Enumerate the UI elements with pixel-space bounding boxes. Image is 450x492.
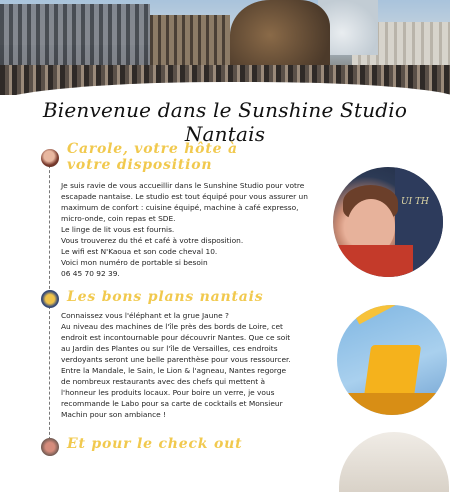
- page-title: Bienvenue dans le Sunshine Studio Nantais: [42, 98, 408, 146]
- text-line: micro-onde, coin repas et SDE.: [61, 214, 176, 223]
- heading-line: Carole, votre hôte à: [67, 141, 238, 157]
- crane-base: [337, 393, 447, 415]
- text-line: Le linge de lit vous est fournis.: [61, 225, 175, 234]
- hero-photo: [0, 0, 450, 95]
- crane-icon: [41, 290, 59, 308]
- section-heading-tips: [67, 289, 263, 305]
- yellow-crane-photo: [337, 305, 447, 415]
- photo-shirt: [333, 245, 413, 277]
- text-line: recommande le Labo pour sa carte de cocktails et Monsieur: [61, 399, 283, 408]
- host-photo: [333, 167, 443, 277]
- text-line: maximum de confort : cuisine équipé, machine à café expresso,: [61, 203, 299, 212]
- text-line: Je suis ravie de vous accueillir dans le Sunshine Studio pour votre: [61, 181, 305, 190]
- heading-line: votre disposition: [67, 157, 213, 173]
- section-heading-host: [67, 141, 267, 173]
- text-line: Entre la Mandale, le Sain, le Lion & l'agneau, Nantes regorge: [61, 366, 287, 375]
- checkout-photo: [339, 432, 449, 492]
- checkout-icon: [41, 438, 59, 456]
- text-line: escapade nantaise. Le studio est tout équipé pour vous assurer un: [61, 192, 308, 201]
- host-paragraph: [61, 180, 336, 279]
- tips-paragraph: [61, 310, 346, 420]
- text-line: Connaissez vous l'éléphant et la grue Jaune ?: [61, 311, 229, 320]
- wall-text: UI TH: [401, 197, 429, 207]
- crane-arm: [355, 305, 444, 324]
- text-line: de nombreux restaurants avec des chefs qui mettent à: [61, 377, 265, 386]
- text-line: 06 45 70 92 39.: [61, 269, 120, 278]
- text-line: Vous trouverez du thé et café à votre disposition.: [61, 236, 244, 245]
- text-line: endroit est incontournable pour découvrir Nantes. Que ce soit: [61, 333, 291, 342]
- carousel-structure: [0, 4, 150, 74]
- host-avatar-icon: [41, 149, 59, 167]
- text-line: l'honneur les produits locaux. Pour boire un verre, je vous: [61, 388, 275, 397]
- heading-line: Et pour le check out: [67, 436, 243, 452]
- text-line: Au niveau des machines de l'île près des bords de Loire, cet: [61, 322, 283, 331]
- text-line: Machin pour son ambiance !: [61, 410, 167, 419]
- text-line: verdoyants seront une belle parenthèse pour vous ressourcer.: [61, 355, 291, 364]
- text-line: Voici mon numéro de portable si besoin: [61, 258, 208, 267]
- text-line: au Jardin des Plantes ou sur l'île de Versailles, ces endroits: [61, 344, 278, 353]
- text-line: Le wifi est N'Kaoua et son code cheval 10.: [61, 247, 218, 256]
- heading-line: Les bons plans nantais: [67, 289, 264, 305]
